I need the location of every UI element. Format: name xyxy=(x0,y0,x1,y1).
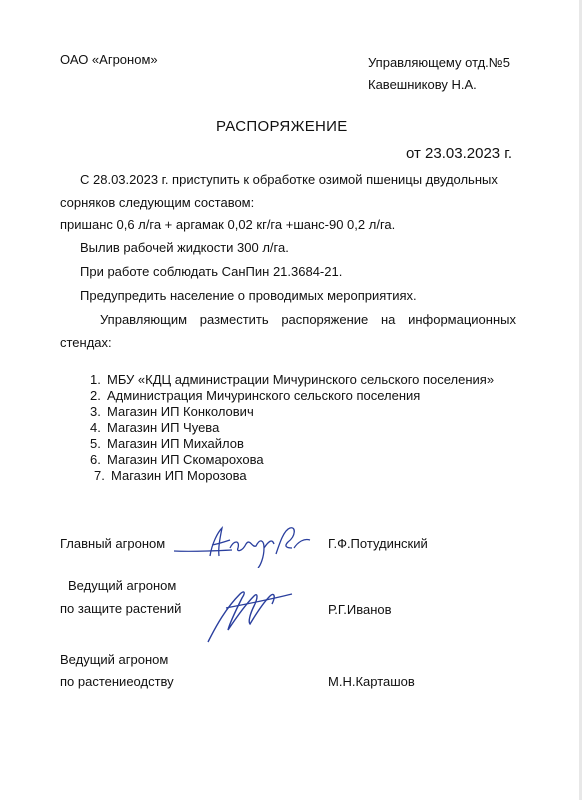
paragraph-2: Вылив рабочей жидкости 300 л/га. xyxy=(80,240,289,255)
list-item-text: Магазин ИП Морозова xyxy=(111,468,247,483)
list-item xyxy=(90,436,494,452)
list-item xyxy=(90,452,494,468)
list-item xyxy=(90,404,494,420)
list-item xyxy=(90,372,494,388)
location-list xyxy=(90,372,494,484)
paragraph-4: Предупредить население о проводимых мероприятиях. xyxy=(80,288,417,303)
list-item-number: 6. xyxy=(90,452,101,467)
list-item-number: 5. xyxy=(90,436,101,451)
document-title: РАСПОРЯЖЕНИЕ xyxy=(216,118,348,135)
list-item-text: Магазин ИП Михайлов xyxy=(107,436,244,451)
list-item-text: Магазин ИП Конколович xyxy=(107,404,254,419)
document-date: от 23.03.2023 г. xyxy=(406,145,513,162)
paragraph-3: При работе соблюдать СанПин 21.3684-21. xyxy=(80,264,343,279)
list-item-number: 7. xyxy=(94,468,105,483)
signature-1-handwritten xyxy=(172,518,322,568)
signatory-1-title: Главный агроном xyxy=(60,536,166,551)
signatory-1-name: Г.Ф.Потудинский xyxy=(328,536,428,551)
paragraph-1-line-3: пришанс 0,6 л/га + аргамак 0,02 кг/га +шанс-90 0,2 л/га. xyxy=(60,217,396,232)
paragraph-1-line-1: С 28.03.2023 г. приступить к обработке озимой пшеницы двудольных xyxy=(80,172,498,187)
recipient-line-2: Кавешникову Н.А. xyxy=(368,77,477,92)
signatory-3-title-line-1: Ведущий агроном xyxy=(60,652,169,667)
signatory-2-name: Р.Г.Иванов xyxy=(328,602,392,617)
list-item xyxy=(90,388,494,404)
paragraph-5-line-2: стендах: xyxy=(60,335,112,350)
signatory-3-name: М.Н.Карташов xyxy=(328,674,415,689)
list-item-text: Магазин ИП Скомарохова xyxy=(107,452,264,467)
recipient-line-1: Управляющему отд.№5 xyxy=(368,55,510,70)
list-item-number: 1. xyxy=(90,372,101,387)
list-item-text: МБУ «КДЦ администрации Мичуринского сельского поселения» xyxy=(107,372,495,387)
signature-2-handwritten xyxy=(196,578,306,648)
signatory-2-title-line-2: по защите растений xyxy=(60,601,182,616)
paragraph-5-line-1: Управляющим разместить распоряжение на информационных xyxy=(100,312,516,327)
list-item-number: 4. xyxy=(90,420,101,435)
list-item-number: 3. xyxy=(90,404,101,419)
paragraph-1-line-2: сорняков следующим составом: xyxy=(60,195,255,210)
list-item-text: Администрация Мичуринского сельского поселения xyxy=(107,388,421,403)
list-item xyxy=(90,468,494,484)
organization-name: ОАО «Агроном» xyxy=(60,52,158,67)
list-item-text: Магазин ИП Чуева xyxy=(107,420,220,435)
list-item-number: 2. xyxy=(90,388,101,403)
list-item xyxy=(90,420,494,436)
signatory-3-title-line-2: по растениеодству xyxy=(60,674,174,689)
signatory-2-title-line-1: Ведущий агроном xyxy=(68,578,177,593)
